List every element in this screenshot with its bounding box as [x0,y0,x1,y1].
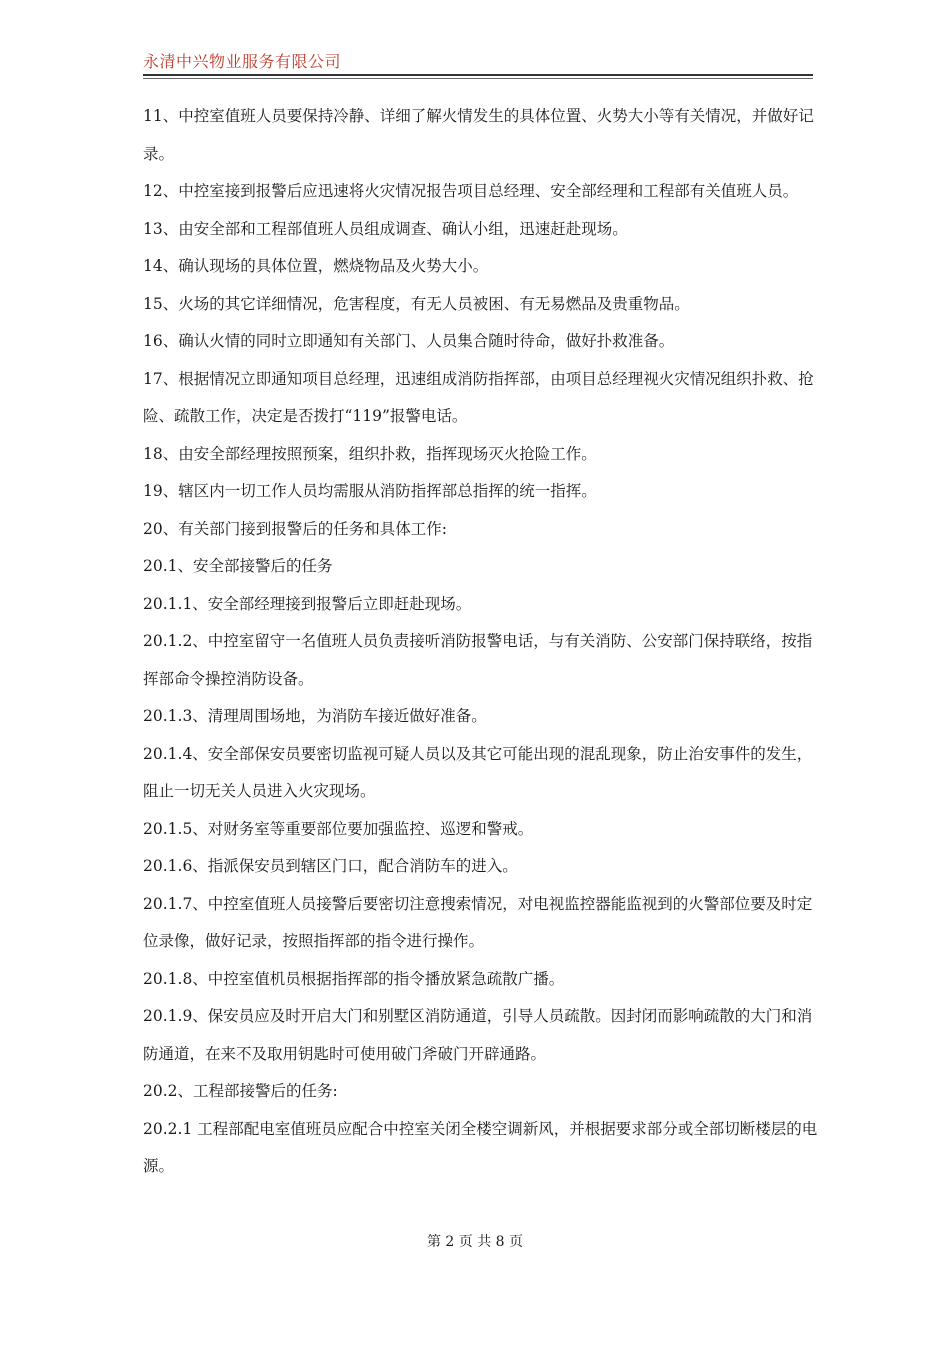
paragraph-20-1-6: 20.1.6、指派保安员到辖区门口，配合消防车的进入。 [143,857,518,875]
paragraph-20-2-1: 20.2.1 工程部配电室值班员应配合中控室关闭全楼空调新风，并根据要求部分或全部切断楼层的电源。 [143,1119,818,1175]
header-rule [143,74,813,76]
paragraph-20-1-2: 20.1.2、中控室留守一名值班人员负责接听消防报警电话，与有关消防、公安部门保持联络，按指挥部命令操控消防设备。 [143,632,813,688]
paragraph-20-1-5: 20.1.5、对财务室等重要部位要加强监控、巡逻和警戒。 [143,819,534,838]
paragraph-13: 13、由安全部和工程部值班人员组成调查、确认小组，迅速赶赴现场。 [143,219,628,238]
paragraph-20-1-1: 20.1.1、安全部经理接到报警后立即赶赴现场。 [143,594,472,613]
header-rule-thin [143,78,813,79]
paragraph-20-1-9: 20.1.9、保安员应及时开启大门和别墅区消防通道，引导人员疏散。因封闭而影响疏散的大门和消防通道，在来不及取用钥匙时可使用破门斧破门开辟通路。 [143,1007,813,1063]
page-number: 第 2 页 共 8 页 [426,1234,524,1250]
paragraph-19: 19、辖区内一切工作人员均需服从消防指挥部总指挥的统一指挥。 [143,482,597,500]
paragraph-20-1-7: 20.1.7、中控室值班人员接警后要密切注意搜索情况，对电视监控器能监视到的火警部位要及时定位录像，做好记录，按照指挥部的指令进行操作。 [143,894,813,950]
paragraph-18: 18、由安全部经理按照预案，组织扑救，指挥现场灭火抢险工作。 [143,444,597,463]
page-header [143,52,813,79]
paragraph-20: 20、有关部门接到报警后的任务和具体工作: [143,519,447,538]
paragraph-20-1-8: 20.1.8、中控室值机员根据指挥部的指令播放紧急疏散广播。 [143,969,565,988]
paragraph-16: 16、确认火情的同时立即通知有关部门、人员集合随时待命，做好扑救准备。 [143,332,675,350]
paragraph-12: 12、中控室接到报警后应迅速将火灾情况报告项目总经理、安全部经理和工程部有关值班人员。 [143,182,799,200]
paragraph-15: 15、火场的其它详细情况，危害程度，有无人员被困、有无易燃品及贵重物品。 [143,294,690,313]
paragraph-20-1: 20.1、安全部接警后的任务 [143,557,333,575]
document-body [143,98,823,1186]
paragraph-11: 11、中控室值班人员要保持冷静、详细了解火情发生的具体位置、火势大小等有关情况，并做好记录。 [143,107,814,163]
paragraph-17: 17、根据情况立即通知项目总经理，迅速组成消防指挥部，由项目总经理视火灾情况组织扑救、抢险、疏散工作，决定是否拨打“119”报警电话。 [143,369,814,425]
paragraph-20-1-3: 20.1.3、清理周围场地，为消防车接近做好准备。 [143,707,487,725]
paragraph-20-2: 20.2、工程部接警后的任务: [143,1082,338,1100]
paragraph-14: 14、确认现场的具体位置，燃烧物品及火势大小。 [143,257,489,275]
company-name: 永清中兴物业服务有限公司 [143,52,342,71]
paragraph-20-1-4: 20.1.4、安全部保安员要密切监视可疑人员以及其它可能出现的混乱现象，防止治安事件的发生，阻止一切无关人员进入火灾现场。 [143,744,813,800]
